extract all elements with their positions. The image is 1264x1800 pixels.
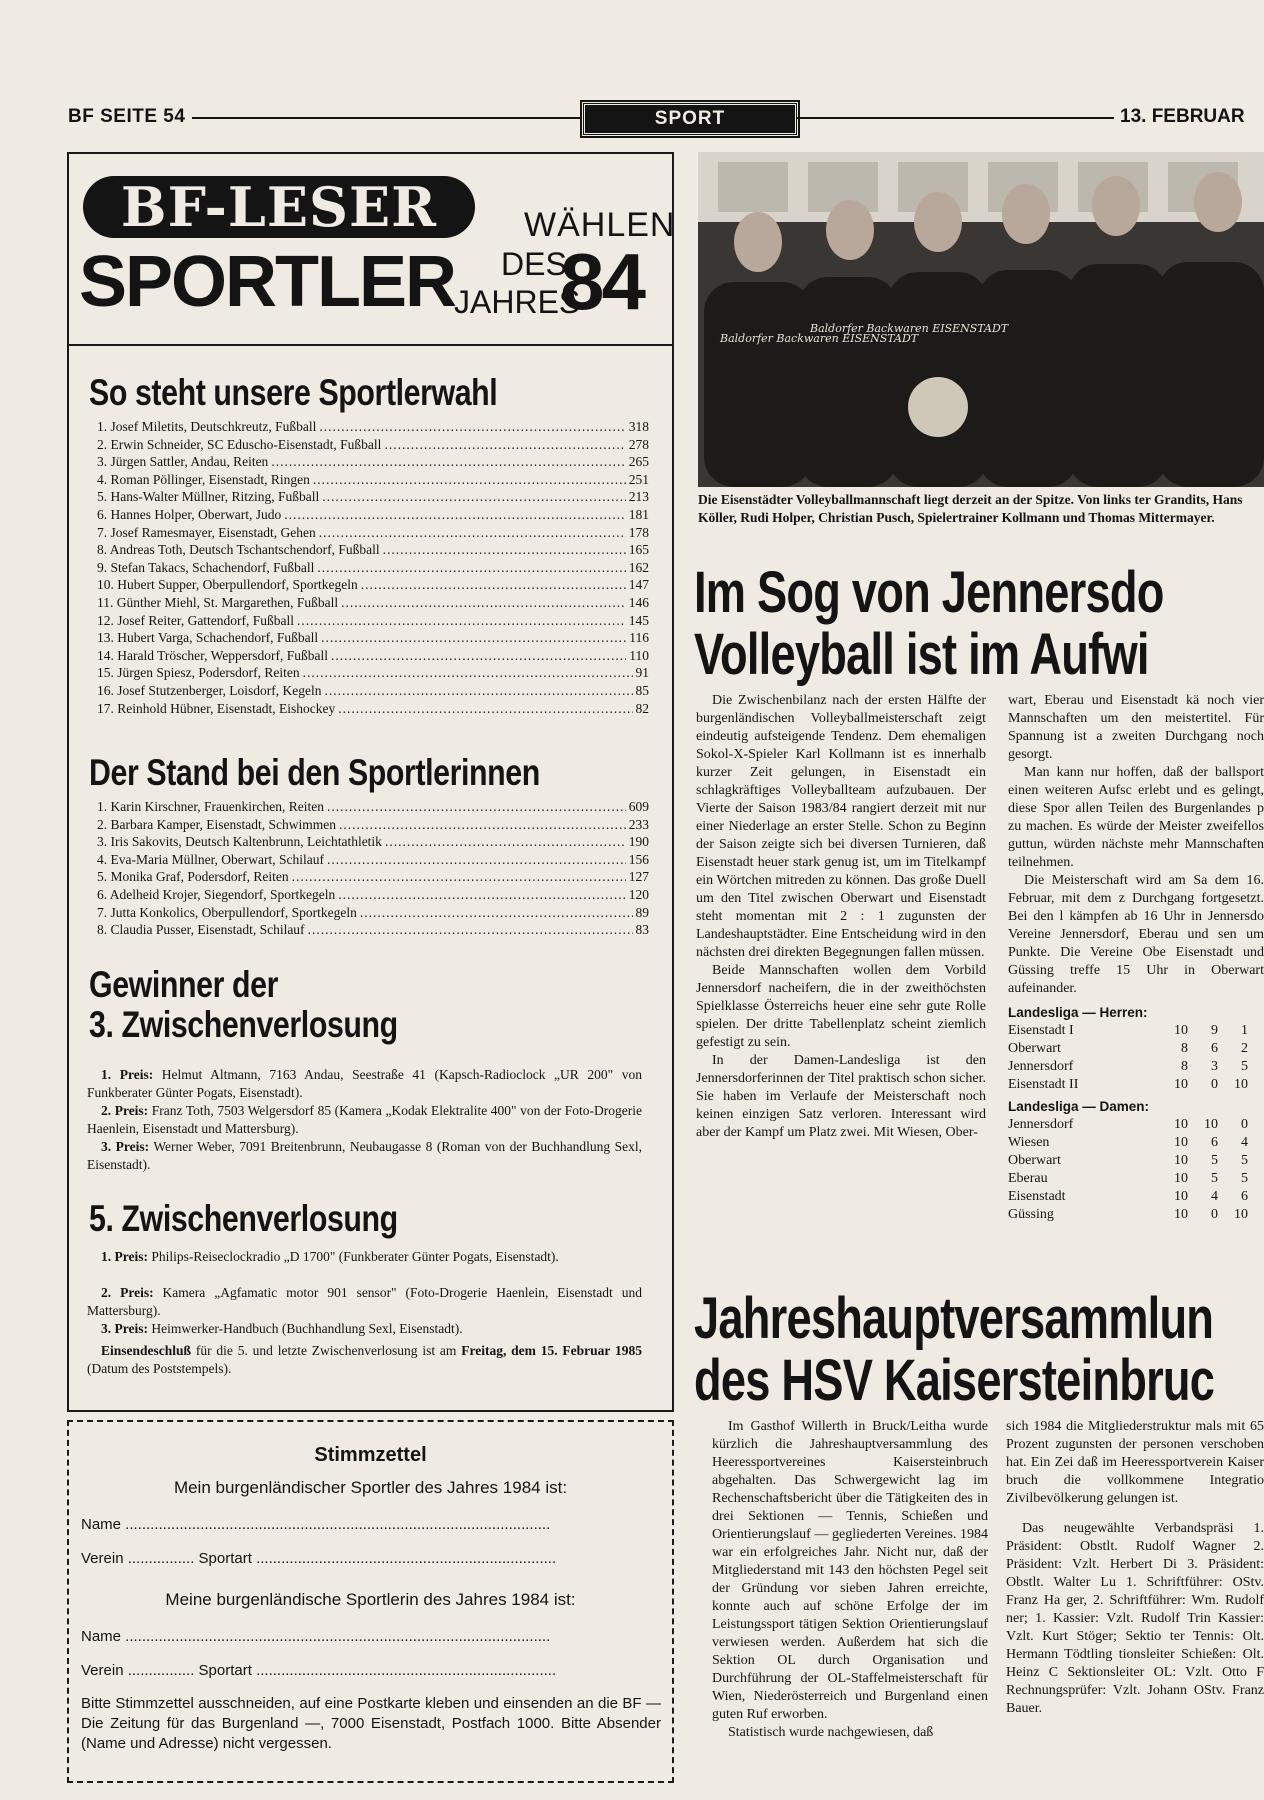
table-cell: 10 — [1174, 1207, 1188, 1222]
ranking-row — [97, 559, 649, 577]
ranking-points: 165 — [628, 542, 649, 558]
article2-col2-p2: Das neugewählte Verbandspräsi 1. Präsident: Obstlt. Rudolf Wagner 2. Präsident: Vzlt. Herbert Di 3. Präsident: Obstlt. Walter Lu 1. Schriftführer: OStv. Franz Ha ger, 2. Schriftführer: Wm. Rudolf ner; 1. Kassier: Vzlt. Rudolf Trin Kassier: Vzlt. Kurt Stöger; Sektio ter Tennis: Olt. Hermann Tödtling tionsleiter Schießen: Olt. Heinz C Sektionsleiter OL: Vzlt. Otto F Rechnungsprüfer: Vzlt. Johann OStv. Franz Bauer. — [1006, 1521, 1264, 1716]
stimmzettel-note: Bitte Stimmzettel ausschneiden, auf eine Postkarte kleben und einsenden an die BF — Die Zeitung für das Burgenland —, 7000 Eisenstadt, Postfach 1000. Bitte Absender (Name und Adresse) nicht vergessen. — [81, 1695, 661, 1752]
stimmzettel-name-2[interactable]: Name ...................................................................................................... — [81, 1628, 551, 1645]
ranking-name: 1. Josef Miletits, Deutschkreutz, Fußball — [97, 419, 317, 434]
article1-col2-p2: Man kann nur hoffen, daß der ballsport einen weiteren Aufsc erlebt und es gelingt, diese Spor allen Teilen des Burgenlandes p zu machen. Es würde der Meister zweifellos guttun, würden nächste mehr Mannschaften teilnehmen. — [1008, 765, 1264, 870]
stimmzettel-verein-2[interactable]: Verein ................ Sportart ........................................................................ — [81, 1662, 557, 1679]
ranking-leader-dots — [338, 886, 625, 904]
ranking-name: 8. Andreas Toth, Deutsch Tschantschendorf, Fußball — [97, 542, 380, 558]
table-cell: 10 — [1204, 1117, 1218, 1132]
table-cell: 6 — [1211, 1041, 1218, 1056]
ranking-points: 120 — [628, 886, 649, 902]
article1-col1-p3: In der Damen-Landesliga ist den Jennersdorferinnen der Titel praktisch schon sicher. Sie haben im Verlaufe der Meisterschaft noch keinen einzigen Satz verloren. Interessant wird aber der Kampf um Platz zwei. Mit Wiesen, Ober- — [696, 1053, 986, 1140]
article2-col1-p1: Im Gasthof Willerth in Bruck/Leitha wurde kürzlich die Jahreshauptversammlung des Heeressportvereines Kaisersteinbruch abgehalten. Das Schwergewicht lag im Rechenschaftsbericht über die Tätigkeiten des in drei Sektionen — Tennis, Schießen und Orientierungslauf — gegliederten Vereines. 1984 war ein erfolgreiches Jahr. Nicht nur, daß der Mitgliederstand mit 143 den höchsten Pegel seit der Gründung vor sieben Jahren erreichte, konnte auch auf schöne Erfolge der im Leistungssport tätigen Sektion Orientierungslauf verwiesen werden. Außerdem hat sich die Sektion OL durch Organisation und Durchführung der OL-Staffelmeisterschaft für Wien, Niederösterreich und Burgenland einen guten Ruf erworben. — [712, 1419, 988, 1722]
ranking-row — [97, 488, 649, 506]
stimmzettel-name-1[interactable]: Name ...................................................................................................... — [81, 1516, 551, 1533]
ranking-leader-dots — [319, 418, 625, 436]
ranking-points: 609 — [628, 799, 649, 814]
ranking-leader-dots — [319, 524, 626, 542]
table-cell: Wiesen — [1008, 1135, 1050, 1150]
article1-col2-p3: Die Meisterschaft wird am Sa dem 16. Februar, mit dem z Durchgang fortgesetzt. Bei den l kämpfen ab 16 Uhr in Jennersdo Vereine Jennersdorf, Eberau und sen um Punkte. Die Vereine Obe Eisenstadt und Güssing treffe 15 Uhr in Oberwart aufeinander. — [1008, 873, 1264, 996]
ranking-points: 127 — [628, 869, 649, 885]
table-cell: Jennersdorf — [1008, 1059, 1074, 1074]
page-number: BF SEITE 54 — [68, 106, 186, 127]
ranking-leader-dots — [331, 647, 626, 665]
article2-col2 — [1006, 1418, 1264, 1718]
ranking-name: 8. Claudia Pusser, Eisenstadt, Schilauf — [97, 922, 305, 938]
article1-col1 — [696, 692, 986, 1142]
table-cell: 8 — [1181, 1041, 1188, 1056]
table-cell: 0 — [1211, 1207, 1218, 1222]
gewinner-prize-2: 2. Preis: Franz Toth, 7503 Welgersdorf 85 (Kamera „Kodak Elektralite 400" von der Foto-Drogerie Haenlein, Eisenstadt und Mattersburg). — [87, 1103, 642, 1136]
ranking-name: 2. Barbara Kamper, Eisenstadt, Schwimmen — [97, 816, 337, 832]
article2-col1 — [712, 1418, 988, 1742]
ranking-leader-dots — [327, 851, 626, 869]
zwischen5-deadline: Einsendeschluß für die 5. und letzte Zwischenverlosung ist am Freitag, dem 15. Februar 1985 (Datum des Poststempels). — [87, 1343, 643, 1376]
ranking-row — [97, 541, 649, 559]
table-cell: 0 — [1241, 1117, 1248, 1132]
ranking-name: 17. Reinhold Hübner, Eisenstadt, Eishockey — [97, 700, 336, 716]
ranking-points: 82 — [635, 700, 649, 716]
table-cell: 4 — [1211, 1189, 1218, 1204]
gewinner-title-2: 3. Zwischenverlosung — [89, 1004, 398, 1045]
ranking-row — [97, 436, 649, 454]
ranking-name: 15. Jürgen Spiesz, Podersdorf, Reiten — [97, 665, 300, 681]
ranking-name: 11. Günther Miehl, St. Margarethen, Fußball — [97, 594, 339, 610]
ranking-leader-dots — [321, 629, 626, 647]
ranking-leader-dots — [384, 436, 625, 454]
ranking-name: 5. Monika Graf, Podersdorf, Reiten — [97, 869, 289, 885]
article1-col1-p1: Die Zwischenbilanz nach der ersten Hälfte der burgenländischen Volleyballmeisterschaft zeigt eindeutig aufsteigende Tendenz. Dem ehemaligen Sokol-X-Spieler Karl Kollmann ist es innerhalb kurzer Zeit gelungen, in Eisenstadt ein schlagkräftiges Volleyballteam aufzubauen. Der Vierte der Saison 1983/84 rangiert derzeit mit nur einer Niederlage an erster Stelle. Schon zu Beginn der Saison zeigte sich bei diversen Turnieren, daß Eisenstadt heuer stark genug ist, um im Titelkampf ein Wörtchen mitreden zu können. Das große Duell um den Titel zwischen Oberwart und Eisenstadt steht momentan mit 2 : 1 zugunsten der Landeshauptstädter. Eine Entscheidung wird in den nächsten drei direkten Begegnungen fallen müssen. — [696, 693, 986, 960]
table-cell — [1248, 1206, 1264, 1224]
table-cell: Eberau — [1008, 1171, 1048, 1186]
sportler-wahl-box — [67, 152, 674, 1412]
ranking-name: 3. Jürgen Sattler, Andau, Reiten — [97, 454, 269, 470]
ranking-name: 4. Eva-Maria Müllner, Oberwart, Schilauf — [97, 851, 325, 867]
table-cell: 10 — [1174, 1171, 1188, 1186]
logo-year: 84 — [560, 237, 643, 326]
ranking-name: 13. Hubert Varga, Schachendorf, Fußball — [97, 630, 319, 646]
ranking-leader-dots — [297, 612, 626, 630]
ranking-row — [97, 594, 649, 612]
table-cell: Eisenstadt I — [1008, 1023, 1074, 1038]
table-cell — [1248, 1188, 1264, 1206]
gewinner-title-1: Gewinner der — [89, 964, 278, 1005]
ranking-row — [97, 647, 649, 665]
ranking-row — [97, 524, 649, 542]
sportler-ranking — [97, 418, 649, 717]
table-cell — [1248, 1152, 1264, 1170]
ranking-name: 2. Erwin Schneider, SC Eduscho-Eisenstadt, Fußball — [97, 436, 382, 452]
logo-jahres: JAHRES — [454, 284, 581, 320]
stimmzettel-question-sportlerin: Meine burgenländische Sportlerin des Jahres 1984 ist: — [165, 1590, 576, 1609]
ranking-points: 89 — [635, 904, 649, 920]
ranking-row — [97, 816, 649, 834]
ranking-leader-dots — [284, 506, 625, 524]
table-cell: 5 — [1211, 1153, 1218, 1168]
table-cell — [1248, 1170, 1264, 1188]
article1-col2 — [1008, 692, 1264, 1224]
sportlerinnen-title: Der Stand bei den Sportlerinnen — [89, 752, 540, 793]
table-cell — [1248, 1116, 1264, 1134]
logo-bf-leser: BF-LESER — [83, 176, 475, 238]
photo-caption: Die Eisenstädter Volleyballmannschaft liegt derzeit an der Spitze. Von links ter Grandits, Hans Köller, Rudi Holper, Christian Pusch, Spielertrainer Kollmann und Thomas Mittermayer. — [698, 492, 1243, 525]
ranking-points: 251 — [628, 471, 649, 487]
table-cell: 4 — [1241, 1135, 1248, 1150]
article2-col2-p1: sich 1984 die Mitgliederstruktur mals mit 65 Prozent zugunsten der personen verschoben hat. Ein Zei daß im Heeressportverein Kaiser bruch die vollkommene Integratio Zivilbevölkerung gelungen ist. — [1006, 1419, 1264, 1506]
ranking-name: 4. Roman Pöllinger, Eisenstadt, Ringen — [97, 471, 310, 487]
ranking-leader-dots — [325, 682, 633, 700]
ranking-row — [97, 851, 649, 869]
ranking-row — [97, 418, 649, 436]
ranking-row — [97, 921, 649, 939]
ranking-points: 181 — [628, 506, 649, 522]
ranking-points: 156 — [628, 851, 649, 867]
table-cell — [1248, 1076, 1264, 1094]
ranking-row — [97, 471, 649, 489]
ranking-points: 278 — [628, 436, 649, 452]
table-cell: 5 — [1241, 1171, 1248, 1186]
ranking-points: 85 — [635, 682, 649, 698]
ranking-row — [97, 576, 649, 594]
ranking-leader-dots — [360, 904, 633, 922]
team-photo — [698, 152, 1264, 487]
volleyball — [908, 377, 968, 437]
table-cell: 3 — [1211, 1059, 1218, 1074]
ranking-leader-dots — [339, 816, 626, 834]
table-cell: 10 — [1234, 1077, 1248, 1092]
herren-table — [1008, 1022, 1264, 1094]
table-cell: Eisenstadt — [1008, 1189, 1066, 1204]
ranking-name: 9. Stefan Takacs, Schachendorf, Fußball — [97, 559, 315, 575]
table-cell: 6 — [1211, 1135, 1218, 1150]
sportlerinnen-ranking — [97, 798, 649, 939]
table-cell: 10 — [1174, 1189, 1188, 1204]
herren-table-title: Landesliga — Herren: — [1008, 1005, 1148, 1020]
jersey-text-1: Baldorfer Backwaren EISENSTADT — [720, 332, 919, 345]
article1-col2-p1: wart, Eberau und Eisenstadt kä noch vier Mannschaften um den meistertitel. Für Spannung ist a zweiten Durchgang noch gesorgt. — [1008, 693, 1264, 762]
zwischen5-title: 5. Zwischenverlosung — [89, 1198, 398, 1239]
ranking-points: 213 — [628, 489, 649, 505]
ranking-leader-dots — [341, 594, 626, 612]
ranking-row — [97, 868, 649, 886]
ranking-name: 12. Josef Reiter, Gattendorf, Fußball — [97, 612, 295, 628]
ranking-name: 10. Hubert Supper, Oberpullendorf, Sportkegeln — [97, 577, 358, 593]
stimmzettel-title: Stimmzettel — [314, 1444, 427, 1466]
table-cell: 5 — [1241, 1059, 1248, 1074]
zwischen5-prize-1: 1. Preis: Philips-Reiseclockradio „D 1700" (Funkberater Günter Pogats, Eisenstadt). — [101, 1249, 559, 1264]
table-cell: 9 — [1211, 1023, 1218, 1038]
table-cell: 10 — [1174, 1135, 1188, 1150]
ranking-points: 83 — [635, 922, 649, 938]
logo-sportler: SPORTLER — [79, 242, 456, 322]
table-cell — [1248, 1058, 1264, 1076]
table-cell: 10 — [1174, 1153, 1188, 1168]
table-cell: 6 — [1241, 1189, 1248, 1204]
table-cell: 0 — [1211, 1077, 1218, 1092]
ranking-leader-dots — [383, 541, 626, 559]
header-rule-left — [192, 117, 580, 119]
article2-headline-2: des HSV Kaisersteinbruc — [694, 1348, 1215, 1413]
sportler-title: So steht unsere Sportlerwahl — [89, 372, 498, 413]
issue-date: 13. FEBRUAR — [1120, 106, 1245, 127]
logo — [69, 154, 676, 346]
ranking-points: 233 — [628, 816, 649, 832]
article1-headline-2: Volleyball ist im Aufwi — [694, 622, 1149, 687]
ranking-name: 1. Karin Kirschner, Frauenkirchen, Reiten — [97, 799, 325, 814]
ranking-name: 7. Josef Ramesmayer, Eisenstadt, Gehen — [97, 524, 316, 540]
zwischen5-prize-3: 3. Preis: Heimwerker-Handbuch (Buchhandlung Sexl, Eisenstadt). — [101, 1321, 463, 1336]
table-cell: 10 — [1234, 1207, 1248, 1222]
ranking-leader-dots — [322, 488, 626, 506]
table-cell: 5 — [1241, 1153, 1248, 1168]
ranking-points: 91 — [635, 665, 649, 681]
ranking-points: 318 — [628, 419, 649, 434]
ranking-leader-dots — [317, 559, 625, 577]
header-rule-right — [796, 117, 1114, 119]
stimmzettel-verein-1[interactable]: Verein ................ Sportart ........................................................................ — [81, 1550, 557, 1567]
ranking-leader-dots — [271, 453, 625, 471]
table-cell: Jennersdorf — [1008, 1117, 1074, 1132]
jersey-text-2: Baldorfer Backwaren EISENSTADT — [810, 322, 1009, 335]
table-cell: Oberwart — [1008, 1153, 1061, 1168]
team-photo-image — [698, 152, 1264, 487]
ranking-name: 6. Hannes Holper, Oberwart, Judo — [97, 506, 282, 522]
ranking-row — [97, 453, 649, 471]
ranking-name: 16. Josef Stutzenberger, Loisdorf, Kegeln — [97, 682, 322, 698]
ranking-name: 3. Iris Sakovits, Deutsch Kaltenbrunn, Leichtathletik — [97, 834, 382, 850]
ranking-leader-dots — [303, 664, 633, 682]
ranking-points: 190 — [628, 834, 649, 850]
ranking-row — [97, 833, 649, 851]
ranking-row — [97, 629, 649, 647]
ranking-leader-dots — [338, 700, 632, 718]
ranking-points: 145 — [628, 612, 649, 628]
ranking-name: 6. Adelheid Krojer, Siegendorf, Sportkegeln — [97, 886, 336, 902]
table-cell: 5 — [1211, 1171, 1218, 1186]
table-cell: Güssing — [1008, 1207, 1054, 1222]
ranking-leader-dots — [313, 471, 626, 489]
ranking-leader-dots — [327, 798, 626, 816]
ranking-points: 110 — [629, 647, 649, 663]
table-cell: Oberwart — [1008, 1041, 1061, 1056]
damen-table — [1008, 1116, 1264, 1224]
ranking-row — [97, 506, 649, 524]
table-cell: 10 — [1174, 1077, 1188, 1092]
table-cell: 8 — [1181, 1059, 1188, 1074]
ranking-row — [97, 682, 649, 700]
section-badge: SPORT — [582, 102, 798, 136]
ranking-leader-dots — [308, 921, 633, 939]
ranking-points: 178 — [628, 524, 649, 540]
ranking-row — [97, 798, 649, 816]
table-cell — [1248, 1134, 1264, 1152]
ranking-leader-dots — [292, 868, 626, 886]
gewinner-prize-3: 3. Preis: Werner Weber, 7091 Breitenbrunn, Neubaugasse 8 (Roman von der Buchhandlung Sexl, Eisenstadt). — [87, 1139, 642, 1172]
ranking-row — [97, 886, 649, 904]
table-cell: Eisenstadt II — [1008, 1077, 1079, 1092]
table-cell: 10 — [1174, 1117, 1188, 1132]
ranking-row — [97, 612, 649, 630]
ranking-row — [97, 664, 649, 682]
ranking-leader-dots — [385, 833, 626, 851]
ranking-points: 146 — [628, 594, 649, 610]
article1-col1-p2: Beide Mannschaften wollen dem Vorbild Jennersdorf nacheifern, die in der zweithöchsten Spielklasse Österreichs heuer eine sehr gute Rolle spielen. Der dritte Tabellenplatz scheint ziemlich gefestigt zu sein. — [696, 963, 986, 1050]
ranking-row — [97, 904, 649, 922]
ranking-points: 265 — [628, 454, 649, 470]
article2-headline-1: Jahreshauptversammlun — [694, 1286, 1214, 1351]
article2-col1-p2: Statistisch wurde nachgewiesen, daß — [728, 1725, 934, 1740]
article1-headline-1: Im Sog von Jennersdo — [694, 560, 1164, 625]
damen-table-title: Landesliga — Damen: — [1008, 1099, 1150, 1114]
ranking-name: 14. Harald Tröscher, Weppersdorf, Fußball — [97, 647, 328, 663]
table-cell — [1248, 1040, 1264, 1058]
table-cell: 10 — [1174, 1023, 1188, 1038]
table-cell: 2 — [1241, 1041, 1248, 1056]
stimmzettel-question-sportler: Mein burgenländischer Sportler des Jahres 1984 ist: — [173, 1478, 568, 1497]
table-cell: 1 — [1241, 1023, 1248, 1038]
ranking-name: 5. Hans-Walter Müllner, Ritzing, Fußball — [97, 489, 320, 505]
ranking-points: 147 — [628, 577, 649, 593]
gewinner-prize-1: 1. Preis: Helmut Altmann, 7163 Andau, Seestraße 41 (Kapsch-Radioclock „UR 200" von Funkberater Günter Pogats, Eisenstadt). — [87, 1067, 642, 1100]
ranking-points: 116 — [629, 630, 649, 646]
ranking-row — [97, 700, 649, 718]
ranking-points: 162 — [628, 559, 649, 575]
table-cell — [1248, 1022, 1264, 1040]
ranking-name: 7. Jutta Konkolics, Oberpullendorf, Sportkegeln — [97, 904, 357, 920]
logo-waehlen: WÄHLEN — [524, 206, 676, 244]
zwischen5-prize-2: 2. Preis: Kamera „Agfamatic motor 901 sensor" (Foto-Drogerie Haenlein, Eisenstadt und Mattersburg). — [87, 1285, 642, 1318]
ranking-leader-dots — [361, 576, 626, 594]
stimmzettel — [67, 1420, 674, 1783]
logo-des: DES — [501, 246, 567, 282]
